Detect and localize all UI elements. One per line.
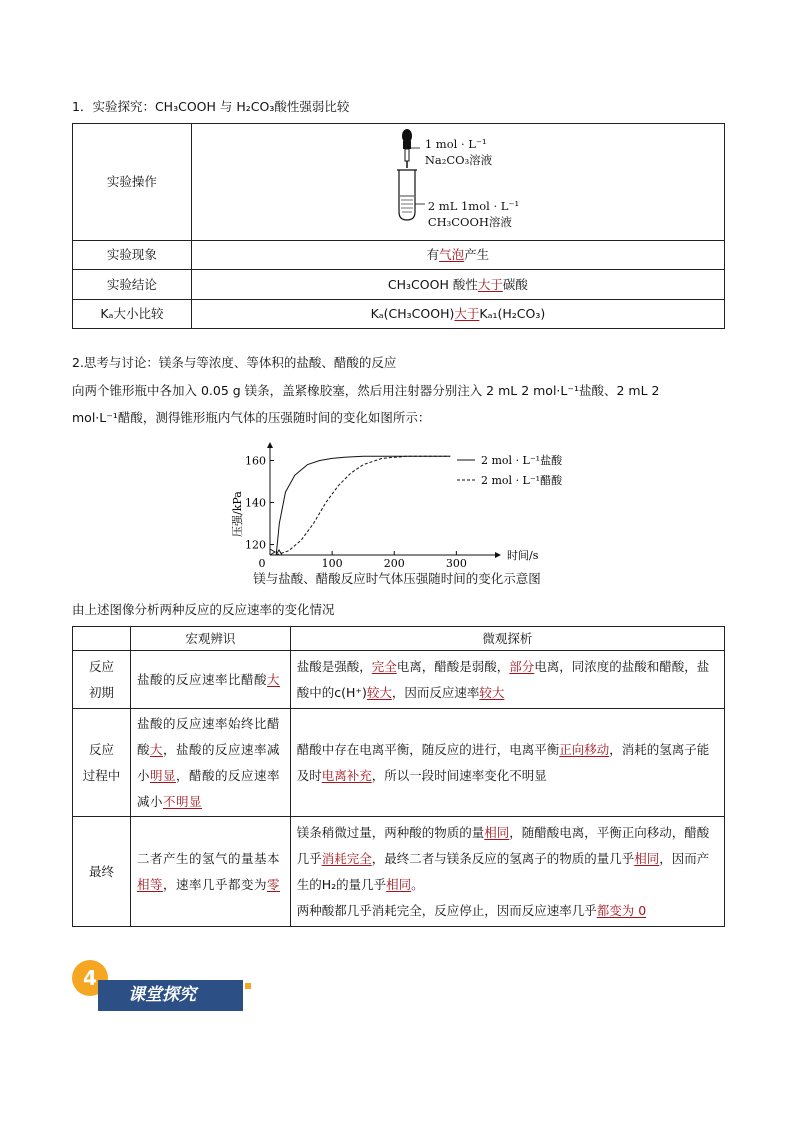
x-tick-label: 200: [383, 557, 405, 570]
tube-label-line2: CH₃COOH溶液: [427, 215, 512, 229]
y-tick-label: 140: [245, 496, 266, 510]
answer-blank: 气泡: [439, 247, 465, 262]
stage-label: 最终: [88, 863, 114, 879]
cell-text: 盐酸的反应速率始终比醋酸: [136, 715, 280, 757]
dropper-label-line1: 1 mol · L⁻¹: [424, 137, 487, 151]
answer-blank: 电离补充: [321, 767, 372, 783]
section-number-badge: 4: [72, 960, 108, 996]
cell-text: ，速率几乎都变为: [162, 876, 267, 892]
x-axis-arrow: [495, 552, 501, 558]
apparatus-cell: [191, 124, 724, 241]
cell-text: ，消耗的氢离子能及时: [296, 741, 710, 783]
answer-blank: 正向移动: [559, 741, 610, 757]
legend-label: 2 mol · L⁻¹醋酸: [481, 474, 563, 487]
answer-blank: 都变为 0: [596, 902, 647, 918]
pressure-chart: [225, 440, 585, 580]
answer-blank: 不明显: [162, 793, 202, 809]
answer-blank: 完全: [371, 658, 397, 674]
cell-text: 二者产生的氢气的量基本: [136, 850, 280, 866]
cell-text: 盐酸的反应速率比醋酸: [136, 671, 267, 687]
cell-text: 电离，同浓度的盐酸和醋酸，盐酸中的c(H⁺): [296, 658, 710, 700]
row-label: 实验结论: [73, 270, 192, 300]
cell-text: ，所以一段时间速率变化不明显: [371, 767, 547, 783]
cell-text: ，因而反应速率: [391, 684, 480, 700]
section1-heading: 1．实验探究：CH₃COOH 与 H₂CO₃酸性强弱比较: [72, 99, 350, 114]
tube-label-line1: 2 mL 1mol · L⁻¹: [427, 199, 520, 213]
cell-text: ，因而产生的H₂的量几乎: [296, 850, 710, 892]
stage-cell: [73, 817, 131, 927]
answer-blank: 消耗完全: [321, 850, 372, 866]
ka-cell: Kₐ(CH₃COOH)大于Kₐ₁(H₂CO₃): [191, 300, 724, 329]
section-title: 课堂探究: [98, 980, 243, 1011]
stage-label: 反应: [88, 658, 114, 674]
intro-line-2: mol·L⁻¹醋酸，测得锥形瓶内气体的压强随时间的变化如图所示：: [72, 410, 431, 425]
y-axis-arrow: [267, 442, 273, 448]
conclusion-cell: CH₃COOH 酸性大于碳酸: [191, 270, 724, 300]
row-label: 实验现象: [73, 241, 192, 270]
dropper-label-line2: Na₂CO₃溶液: [424, 153, 493, 167]
section2-heading: 2.思考与讨论：镁条与等浓度、等体积的盐酸、醋酸的反应: [72, 355, 397, 370]
y-tick-label: 160: [245, 454, 266, 468]
chart-caption: 镁与盐酸、醋酸反应时气体压强随时间的变化示意图: [253, 571, 541, 586]
answer-blank: 大: [266, 671, 280, 687]
micro-paragraph: [297, 654, 718, 706]
cell-text: 电离，醋酸是弱酸，: [396, 658, 510, 674]
cell-text: 镁条稍微过量，两种酸的物质的量: [296, 824, 485, 840]
stage-cell: [73, 651, 131, 709]
answer-blank: 部分: [509, 658, 535, 674]
legend-label: 2 mol · L⁻¹盐酸: [481, 454, 563, 467]
micro-cell: [290, 709, 724, 817]
answer-blank: 相同: [634, 850, 660, 866]
cell-text: 醋酸中存在电离平衡，随反应的进行，电离平衡: [296, 741, 560, 757]
observation-cell: 有气泡产生: [191, 241, 724, 270]
cell-text: 两种酸都几乎消耗完全，反应停止，因而反应速率几乎: [296, 902, 597, 918]
cell-text: ，最终二者与镁条反应的氢离子的物质的量几乎: [371, 850, 635, 866]
row-label: 实验操作: [73, 124, 192, 241]
answer-blank: 相等: [136, 876, 163, 892]
answer-blank: 明显: [149, 767, 176, 783]
answer-blank: 大于: [477, 276, 503, 292]
stage-cell: [73, 709, 131, 817]
answer-blank: 零: [266, 876, 280, 892]
answer-blank: 相同: [484, 824, 510, 840]
answer-blank: 大于: [454, 306, 480, 321]
micro-paragraph: [297, 737, 718, 789]
stage-label: 反应: [88, 741, 114, 757]
series-line: [276, 456, 450, 555]
y-axis-break: [270, 549, 275, 555]
answer-blank: 较大: [366, 684, 392, 700]
experiment-table: [72, 123, 725, 329]
header-micro: 微观探析: [290, 627, 724, 651]
macro-cell: [130, 651, 290, 709]
x-tick-label: 100: [321, 557, 343, 570]
dropper-label: [425, 136, 492, 168]
cell-text: 。: [411, 876, 424, 892]
y-axis-label: 压强/kPa: [231, 491, 244, 537]
stage-label: 过程中: [82, 767, 121, 783]
x-tick-label: 0: [258, 557, 266, 570]
micro-cell: [290, 817, 724, 927]
cell-text: ，随醋酸电离，平衡正向移动，醋酸几乎: [296, 824, 710, 866]
analysis-title: 由上述图像分析两种反应的反应速率的变化情况: [72, 602, 335, 617]
micro-paragraph: [297, 898, 718, 924]
x-axis-label: 时间/s: [507, 549, 539, 562]
header-empty: [73, 627, 131, 651]
row-label: Kₐ大小比较: [73, 300, 192, 329]
tube-label: [428, 198, 519, 230]
cell-text: ，醋酸的反应速率减小: [136, 767, 280, 809]
answer-blank: 相同: [386, 876, 412, 892]
analysis-table: [72, 626, 725, 927]
macro-cell: [130, 709, 290, 817]
cell-text: ，盐酸的反应速率减小: [136, 741, 280, 783]
header-macro: 宏观辨识: [130, 627, 290, 651]
macro-cell: [130, 817, 290, 927]
micro-cell: [290, 651, 724, 709]
intro-line-1: 向两个锥形瓶中各加入 0.05 g 镁条，盖紧橡胶塞，然后用注射器分别注入 2 mL 2 mol·L⁻¹盐酸、2 mL 2: [72, 383, 660, 398]
y-tick-label: 120: [245, 538, 266, 552]
series-line: [276, 456, 450, 555]
cell-text: 盐酸是强酸，: [296, 658, 372, 674]
stage-label: 初期: [88, 684, 114, 700]
answer-blank: 大: [149, 741, 163, 757]
micro-paragraph: [297, 820, 718, 898]
answer-blank: 较大: [479, 684, 505, 700]
x-tick-label: 300: [445, 557, 467, 570]
badge-accent: [245, 983, 251, 989]
